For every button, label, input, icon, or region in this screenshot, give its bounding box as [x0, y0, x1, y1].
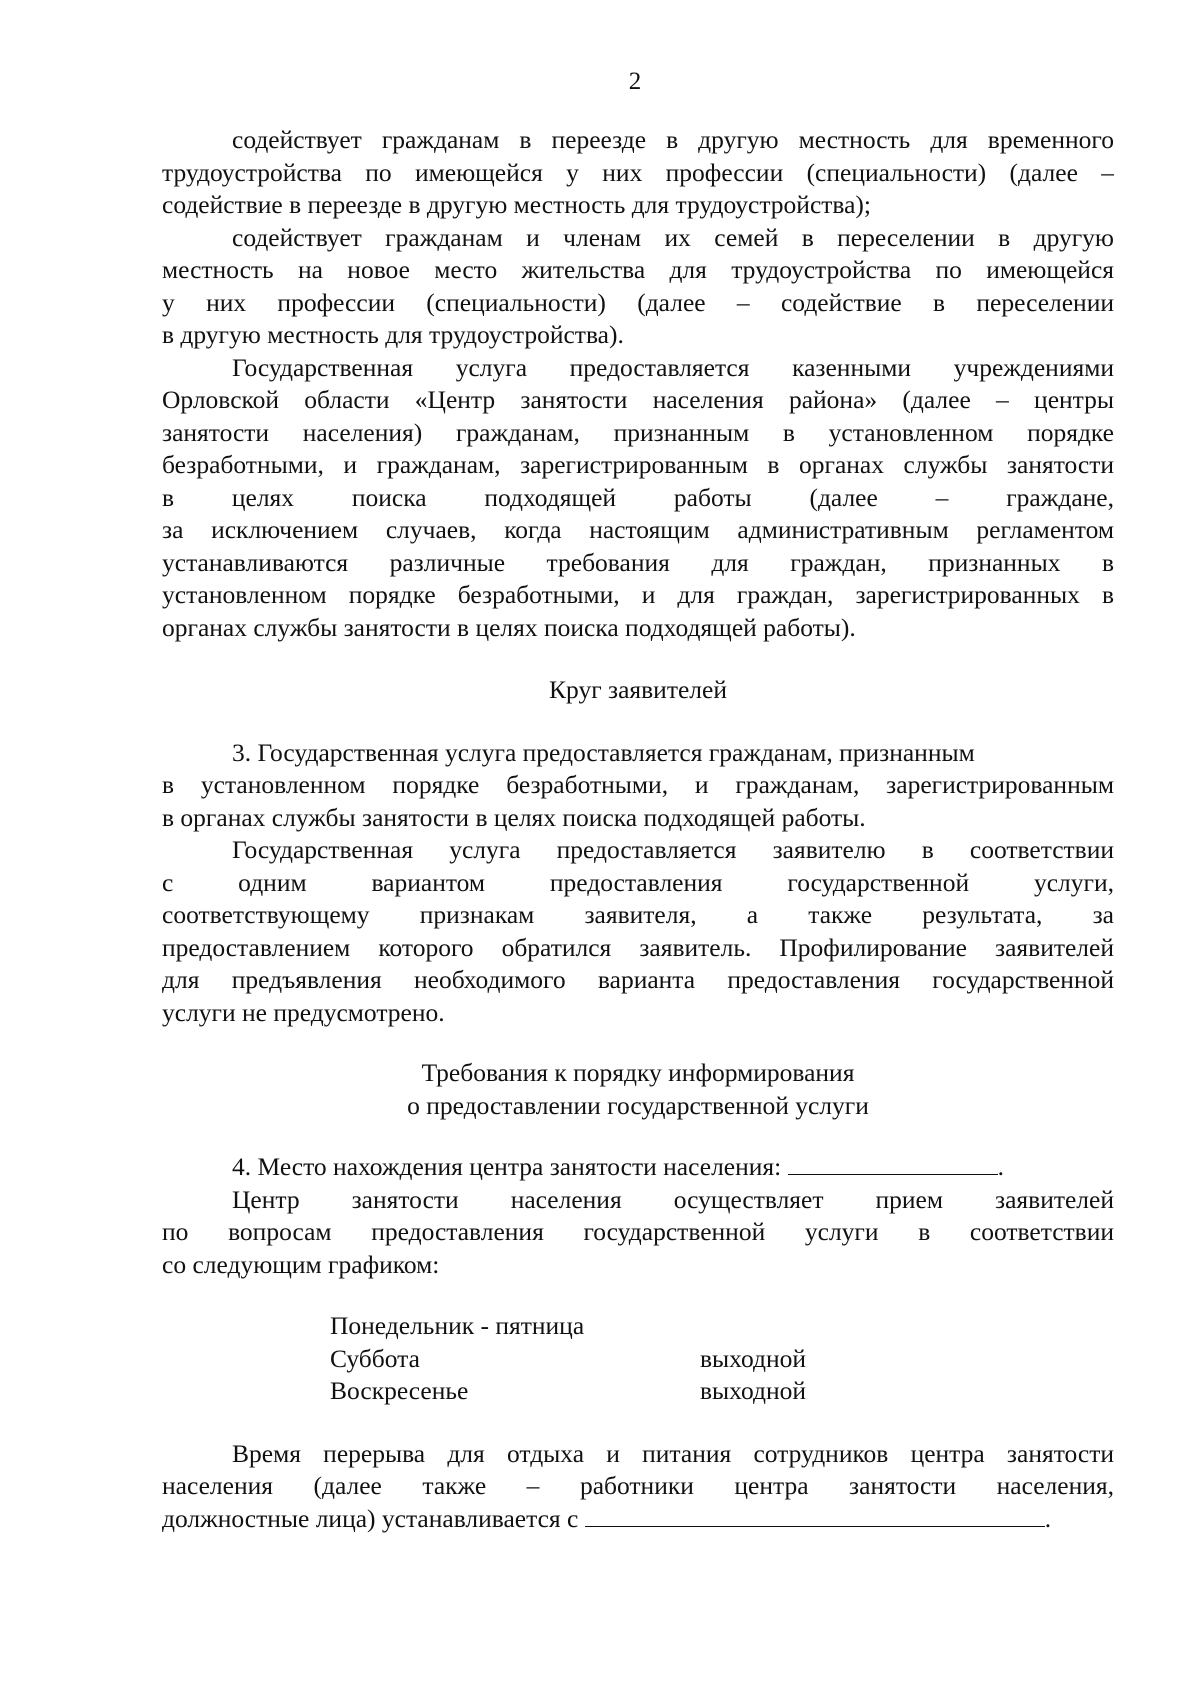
text-line: по вопросам предоставления государственной услуги в соответствии	[162, 1217, 1114, 1246]
text-line: местность на новое место жительства для трудоустройства по имеющейся	[162, 255, 1114, 284]
text-line: Государственная услуга предоставляется заявителю в соответствии	[232, 835, 1114, 864]
heading-line: о предоставлении государственной услуги	[407, 1090, 869, 1120]
text-line: в органах службы занятости в целях поиска подходящей работы.	[162, 802, 866, 832]
text-line: Центр занятости населения осуществляет прием заявителей	[232, 1184, 1114, 1214]
text-line: Государственная услуга предоставляется казенными учреждениями	[232, 352, 1114, 382]
text-line: безработными, и гражданам, зарегистрированным в органах службы занятости	[162, 450, 1114, 479]
text-line: в другую местность для трудоустройства).	[162, 320, 624, 349]
paragraph-section-4	[162, 1151, 1114, 1281]
text-line: содействует гражданам и членам их семей в переселении в другую	[232, 222, 1114, 252]
schedule-value	[700, 1310, 890, 1343]
paragraph-break-time	[162, 1438, 1114, 1536]
text-line: услуги не предусмотрено.	[162, 997, 445, 1027]
text-line: за исключением случаев, когда настоящим административным регламентом	[162, 515, 1114, 544]
paragraph-service-provider	[162, 352, 1114, 645]
text-line: трудоустройства по имеющейся у них профессии (специальности) (далее –	[162, 157, 1114, 187]
schedule-day: Воскресенье	[330, 1376, 469, 1405]
paragraph-service-variant	[162, 834, 1114, 1029]
text-line: в целях поиска подходящей работы (далее – граждане,	[162, 482, 1114, 512]
page-number: 2	[628, 68, 642, 95]
text-line: Орловской области «Центр занятости населения района» (далее – центры	[162, 385, 1114, 414]
break-time-end: .	[1044, 1503, 1052, 1533]
schedule-row	[330, 1343, 890, 1376]
text-line: содействует гражданам в переезде в другую местность для временного	[232, 125, 1114, 154]
text-line: Время перерыва для отдыха и питания сотрудников центра занятости	[232, 1438, 1114, 1468]
text-line: соответствующему признакам заявителя, а также результата, за	[162, 900, 1114, 929]
break-time-label: должностные лица) устанавливается с	[162, 1503, 579, 1533]
schedule-day: Понедельник - пятница	[330, 1311, 585, 1340]
text-line: в установленном порядке безработными, и гражданам, зарегистрированным	[162, 770, 1114, 799]
text-line: с одним вариантом предоставления государственной услуги,	[162, 867, 1114, 897]
section-heading-informing	[162, 1057, 1114, 1122]
text-line: занятости населения) гражданам, признанным в установленном порядке	[162, 417, 1114, 447]
break-time-line	[162, 1503, 1114, 1536]
paragraph-section-3	[162, 737, 1114, 835]
text-line: содействие в переезде в другую местность для трудоустройства);	[162, 190, 872, 219]
section-heading-applicants: Круг заявителей	[549, 675, 727, 704]
break-time-blank	[585, 1504, 1045, 1527]
text-line: предоставлением которого обратился заявитель. Профилирование заявителей	[162, 932, 1114, 962]
location-blank	[788, 1152, 998, 1175]
text-line: органах службы занятости в целях поиска подходящей работы).	[162, 612, 856, 642]
location-label: 4. Место нахождения центра занятости населения:	[232, 1152, 782, 1181]
heading-line: Требования к порядку информирования	[421, 1058, 855, 1087]
text-line: со следующим графиком:	[162, 1249, 440, 1279]
text-line: населения (далее также – работники центра занятости населения,	[162, 1471, 1114, 1500]
text-line: устанавливаются различные требования для граждан, признанных в	[162, 547, 1114, 577]
text-line: 3. Государственная услуга предоставляется гражданам, признанным	[232, 737, 975, 767]
location-end: .	[997, 1152, 1004, 1181]
text-line: для предъявления необходимого варианта предоставления государственной	[162, 965, 1114, 994]
schedule-value: выходной	[700, 1343, 806, 1373]
schedule-table	[330, 1310, 890, 1408]
paragraph-relocation-temporary	[162, 124, 1114, 222]
paragraph-resettlement	[162, 222, 1114, 352]
document-body	[162, 124, 1114, 1535]
schedule-day: Суббота	[330, 1343, 420, 1373]
location-line	[162, 1151, 1114, 1184]
text-line: у них профессии (специальности) (далее – содействие в переселении	[162, 287, 1114, 317]
text-line: установленном порядке безработными, и для граждан, зарегистрированных в	[162, 580, 1114, 609]
schedule-row	[330, 1310, 890, 1343]
schedule-row	[330, 1375, 890, 1408]
schedule-value: выходной	[700, 1376, 806, 1405]
